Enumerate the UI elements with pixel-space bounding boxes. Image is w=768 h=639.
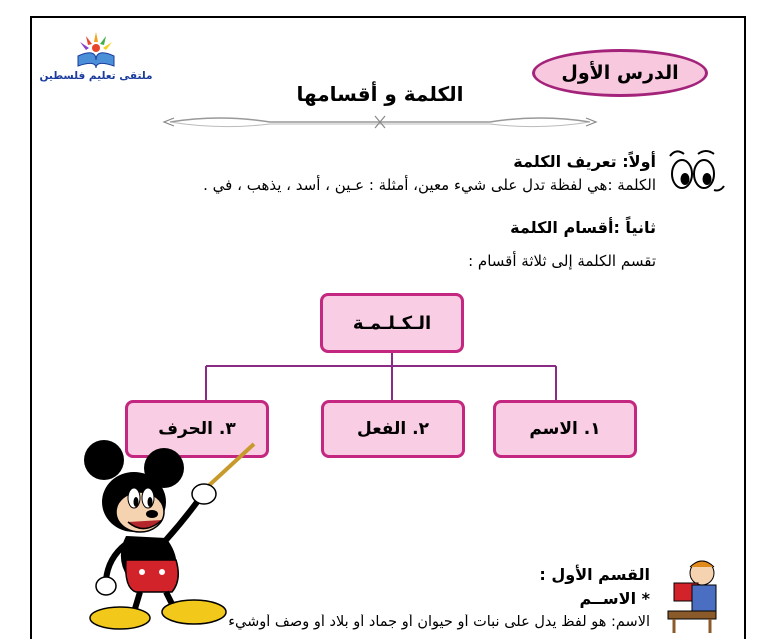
logo-text: ملتقى تعليم فلسطين bbox=[39, 70, 153, 82]
mickey-illustration bbox=[54, 440, 264, 630]
lesson-badge: الدرس الأول bbox=[532, 49, 708, 97]
first-part-heading: القسم الأول : bbox=[539, 565, 650, 584]
page-title: الكلمة و أقسامها bbox=[296, 82, 464, 106]
diagram-verb-box: ٢. الفعل bbox=[321, 400, 465, 458]
noun-subheading: * الاســم bbox=[579, 589, 650, 608]
parts-text: تقسم الكلمة إلى ثلاثة أقسام : bbox=[468, 252, 656, 270]
reading-boy-illustration bbox=[662, 555, 728, 635]
definition-text: الكلمة :هي لفظة تدل على شيء معين، أمثلة : عـين ، أسد ، يذهب ، في . bbox=[203, 176, 656, 194]
definition-heading: أولاً: تعريف الكلمة bbox=[513, 152, 656, 171]
diagram-root-box: الـكـلـمـة bbox=[320, 293, 464, 353]
diagram-noun-box: ١. الاسم bbox=[493, 400, 637, 458]
diagram-particle-box: ٣. الحرف bbox=[125, 400, 269, 458]
parts-heading: ثانياً :أقسام الكلمة bbox=[510, 218, 656, 237]
noun-definition-text: الاسم: هو لفظ يدل على نبات أو حيوان أو جماد أو بلاد أو وصف أوشيء bbox=[228, 614, 650, 630]
